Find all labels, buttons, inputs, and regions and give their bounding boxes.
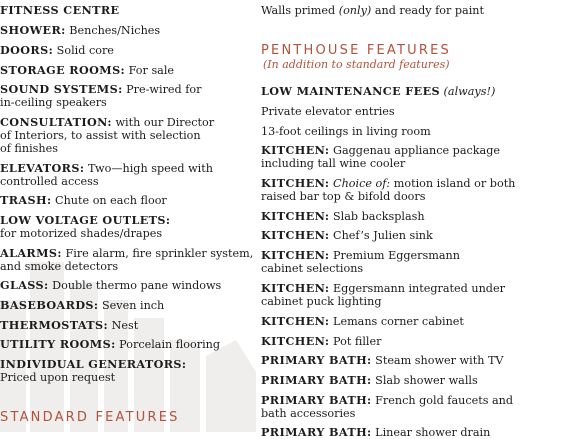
penthouse-features-subheading: (In addition to standard features) [263, 58, 450, 71]
feature-low-voltage-outlets: LOW VOLTAGE OUTLETS: for motorized shades/drapes [0, 213, 171, 240]
feature-kitchen-backsplash: KITCHEN: Slab backsplash [261, 209, 425, 223]
feature-glass: GLASS: Double thermo pane windows [0, 278, 222, 292]
feature-sound-systems: SOUND SYSTEMS: Pre-wired for in-ceiling speakers [0, 82, 202, 109]
feature-kitchen-cabinets: KITCHEN: Premium Eggersmann cabinet selections [261, 248, 460, 275]
feature-private-elevator: Private elevator entries [261, 105, 395, 118]
feature-kitchen-lighting: KITCHEN: Eggersmann integrated under cabinet puck lighting [261, 281, 505, 308]
feature-bath-faucets: PRIMARY BATH: French gold faucets and bath accessories [261, 393, 514, 420]
feature-consultation: CONSULTATION: with our Director of Interiors, to assist with selection of finishes [0, 115, 215, 155]
feature-alarms: ALARMS: Fire alarm, fire sprinkler system, and smoke detectors [0, 246, 254, 273]
feature-bath-shower-drain: PRIMARY BATH: Linear shower drain [261, 425, 491, 439]
feature-kitchen-sink: KITCHEN: Chef’s Julien sink [261, 228, 433, 242]
feature-ceilings: 13-foot ceilings in living room [261, 125, 431, 138]
standard-features-heading: STANDARD FEATURES [0, 410, 180, 425]
feature-individual-generators: INDIVIDUAL GENERATORS: Priced upon request [0, 357, 187, 384]
feature-kitchen-corner-cabinet: KITCHEN: Lemans corner cabinet [261, 314, 464, 328]
feature-baseboards: BASEBOARDS: Seven inch [0, 298, 165, 312]
feature-shower: SHOWER: Benches/Niches [0, 23, 161, 37]
feature-kitchen-island: KITCHEN: Choice of: motion island or both raised bar top & bifold doors [261, 176, 516, 203]
feature-low-maintenance-fees: LOW MAINTENANCE FEES (always!) [261, 84, 496, 98]
feature-thermostats: THERMOSTATS: Nest [0, 318, 139, 332]
feature-kitchen-pot-filler: KITCHEN: Pot filler [261, 334, 382, 348]
feature-utility-rooms: UTILITY ROOMS: Porcelain flooring [0, 337, 221, 351]
feature-doors: DOORS: Solid core [0, 43, 114, 57]
penthouse-features-heading: PENTHOUSE FEATURES [261, 43, 451, 58]
feature-bath-slab-walls: PRIMARY BATH: Slab shower walls [261, 373, 478, 387]
walls-primed-text: Walls primed (only) and ready for paint [261, 4, 485, 17]
feature-elevators: ELEVATORS: Two—high speed with controlled access [0, 161, 213, 188]
feature-bath-steam-shower: PRIMARY BATH: Steam shower with TV [261, 353, 504, 367]
feature-storage-rooms: STORAGE ROOMS: For sale [0, 63, 175, 77]
feature-kitchen-appliances: KITCHEN: Gaggenau appliance package including tall wine cooler [261, 143, 500, 170]
feature-fitness-centre: FITNESS CENTRE [0, 3, 120, 17]
feature-trash: TRASH: Chute on each floor [0, 193, 167, 207]
